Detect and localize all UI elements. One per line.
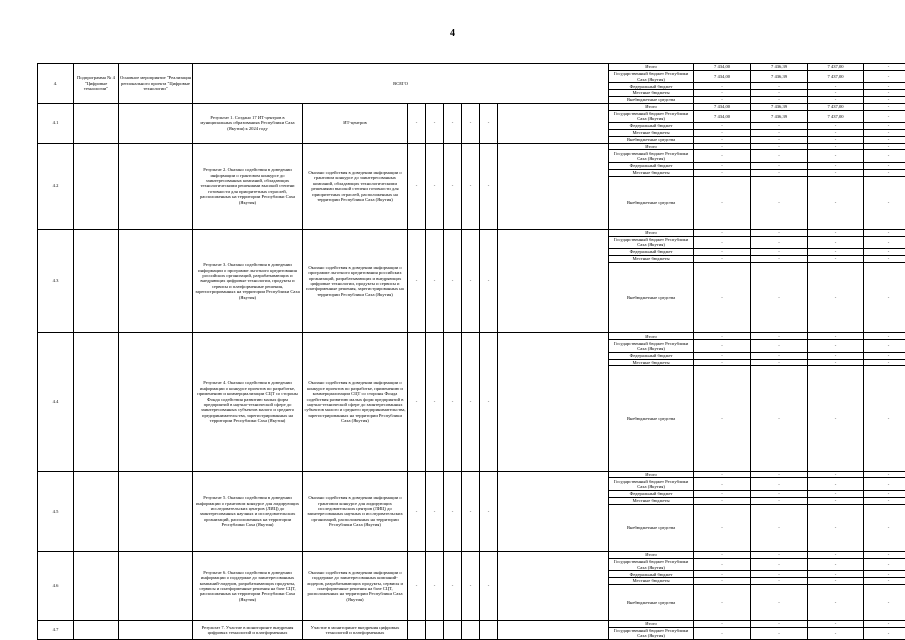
empty-cell — [74, 333, 119, 471]
amount-cell: 7 437,00 — [808, 64, 864, 71]
amount-cell: - — [751, 96, 808, 103]
result-text: Результат 6. Оказано содействия в доведении информации о поддержке до заинтересованных компаний-лидеров, разрабатывающих продукты, сервисы и платформенные решения на базе СЦТ, расположенных на территории Республики Саха (Якутия) — [193, 552, 303, 621]
amount-cell: - — [808, 578, 864, 585]
executor-cell — [498, 471, 609, 551]
amount-cell: 7 434,00 — [694, 103, 751, 110]
funding-source-label: Внебюджетные средства — [609, 262, 694, 333]
amount-cell: - — [694, 497, 751, 504]
amount-cell: - — [694, 571, 751, 578]
indicator-value: - — [480, 103, 498, 143]
amount-cell: - — [751, 478, 808, 491]
amount-cell: - — [808, 571, 864, 578]
amount-cell: - — [808, 359, 864, 366]
amount-cell: - — [864, 136, 905, 143]
funding-source-label: Местные бюджеты — [609, 359, 694, 366]
amount-cell: - — [808, 255, 864, 262]
amount-cell: - — [808, 478, 864, 491]
indicator-value: - — [444, 333, 462, 471]
funding-source-label: Внебюджетные средства — [609, 366, 694, 471]
amount-cell: - — [751, 169, 808, 176]
amount-cell: - — [694, 366, 751, 471]
amount-cell: - — [808, 366, 864, 471]
amount-cell: - — [864, 333, 905, 340]
amount-cell: - — [864, 129, 905, 136]
executor-cell — [498, 143, 609, 229]
funding-source-label: Государственный бюджет Республики Саха (Якутия) — [609, 110, 694, 123]
amount-cell: - — [864, 169, 905, 176]
funding-source-label: Итого — [609, 143, 694, 150]
indicator-value — [426, 620, 444, 639]
amount-cell: - — [864, 150, 905, 163]
funding-source-label: Федеральный бюджет — [609, 571, 694, 578]
empty-cell — [119, 333, 193, 471]
executor-cell — [498, 620, 609, 639]
amount-cell: - — [864, 262, 905, 333]
table-row — [38, 333, 905, 340]
amount-cell: - — [751, 83, 808, 90]
indicator-value — [462, 620, 480, 639]
amount-cell: - — [751, 162, 808, 169]
amount-cell: 7 434,00 — [694, 110, 751, 123]
amount-cell: - — [808, 229, 864, 236]
indicator-text: Оказано содействия в доведении информации о грантовом конкурсе для лидирующих исследовательских центров (ЛИЦ) до заинтересованных научных и исследовательских организаций, расположенных на территории Республики Саха (Якутия) — [303, 471, 408, 551]
indicator-value: - — [462, 229, 480, 333]
indicator-text: ИТ-центров — [303, 103, 408, 143]
amount-cell: - — [808, 471, 864, 478]
amount-cell: - — [864, 103, 905, 110]
amount-cell: - — [808, 620, 864, 627]
indicator-value: - — [462, 552, 480, 621]
empty-cell — [119, 471, 193, 551]
indicator-value: - — [444, 471, 462, 551]
amount-cell: - — [751, 491, 808, 498]
amount-cell: - — [808, 333, 864, 340]
table-row — [38, 143, 905, 150]
amount-cell: - — [864, 110, 905, 123]
empty-cell — [119, 229, 193, 333]
indicator-value: - — [408, 471, 426, 551]
indicator-value: - — [426, 333, 444, 471]
row-number: 4.1 — [38, 103, 74, 143]
amount-cell: - — [694, 491, 751, 498]
row-number: 4.3 — [38, 229, 74, 333]
amount-cell: - — [864, 123, 905, 130]
funding-source-label: Итого — [609, 471, 694, 478]
funding-source-label: Местные бюджеты — [609, 497, 694, 504]
indicator-value: - — [408, 103, 426, 143]
funding-source-label: Итого — [609, 620, 694, 627]
amount-cell: - — [694, 169, 751, 176]
amount-cell: - — [808, 558, 864, 571]
measure-name: Основное мероприятие "Реализация регионального проекта "Цифровые технологии" — [119, 64, 193, 104]
amount-cell: 7 436,39 — [751, 110, 808, 123]
page-number: 4 — [450, 28, 455, 39]
amount-cell: - — [864, 352, 905, 359]
amount-cell: - — [694, 249, 751, 256]
table-row — [38, 229, 905, 236]
amount-cell: 7 437,00 — [808, 110, 864, 123]
indicator-text: Оказано содействия в доведении информации о поддержке до заинтересованных компаний-лидеров, разрабатывающих продукты, сервисы и платформенные решения на базе СЦТ, расположенных на территории Республики Саха (Якутия) — [303, 552, 408, 621]
amount-cell: - — [751, 176, 808, 229]
indicator-value: - — [480, 143, 498, 229]
funding-source-label: Государственный бюджет Республики Саха (Якутия) — [609, 236, 694, 249]
amount-cell: - — [751, 123, 808, 130]
amount-cell: - — [751, 352, 808, 359]
amount-cell: - — [808, 90, 864, 97]
funding-source-label: Внебюджетные средства — [609, 176, 694, 229]
amount-cell: - — [694, 558, 751, 571]
empty-cell — [74, 471, 119, 551]
row-number: 4.2 — [38, 143, 74, 229]
row-number: 4. — [38, 64, 74, 104]
indicator-value: - — [426, 103, 444, 143]
amount-cell: - — [694, 340, 751, 353]
amount-cell: - — [751, 585, 808, 621]
amount-cell: - — [694, 236, 751, 249]
amount-cell: - — [694, 162, 751, 169]
amount-cell: 7 434,00 — [694, 70, 751, 83]
vsego-label: ВСЕГО — [193, 64, 609, 104]
result-text: Результат 7. Участие в мониторинге внедрения цифровых технологий и платформенных — [193, 620, 303, 639]
funding-source-label: Федеральный бюджет — [609, 123, 694, 130]
amount-cell: - — [694, 620, 751, 627]
table-row — [38, 103, 905, 110]
result-text: Результат 3. Оказано содействия в доведении информации о программе льготного кредитования российских организаций, разрабатывающих и внедряющих цифровые технологии, продукты и сервисы и платформенные решения, зарегистрированных на территории Республики Саха (Якутия) — [193, 229, 303, 333]
empty-cell — [119, 143, 193, 229]
amount-cell: - — [751, 471, 808, 478]
row-number: 4.5 — [38, 471, 74, 551]
amount-cell: - — [751, 90, 808, 97]
amount-cell: - — [808, 169, 864, 176]
amount-cell: - — [808, 340, 864, 353]
indicator-value: - — [426, 471, 444, 551]
amount-cell: - — [864, 255, 905, 262]
amount-cell: - — [864, 96, 905, 103]
amount-cell: - — [808, 504, 864, 551]
subprogram-name: Подпрограмма № 4 "Цифровые технологии" — [74, 64, 119, 104]
indicator-value: - — [444, 229, 462, 333]
indicator-value: - — [408, 333, 426, 471]
executor-cell — [498, 552, 609, 621]
amount-cell: 7 436,39 — [751, 103, 808, 110]
amount-cell: - — [751, 333, 808, 340]
amount-cell: - — [751, 558, 808, 571]
indicator-value: - — [480, 229, 498, 333]
amount-cell: - — [694, 262, 751, 333]
amount-cell: - — [694, 83, 751, 90]
indicator-value: - — [444, 103, 462, 143]
executor-cell — [498, 333, 609, 471]
amount-cell: - — [864, 90, 905, 97]
amount-cell: - — [864, 70, 905, 83]
funding-source-label: Внебюджетные средства — [609, 136, 694, 143]
funding-source-label: Внебюджетные средства — [609, 504, 694, 551]
amount-cell: 7 436,39 — [751, 70, 808, 83]
funding-source-label: Федеральный бюджет — [609, 491, 694, 498]
indicator-value: - — [480, 471, 498, 551]
result-text: Результат 1. Создано 17 ИТ-центров в муниципальных образованиях Республики Саха (Якутия) к 2024 году — [193, 103, 303, 143]
indicator-value: - — [426, 143, 444, 229]
row-number: 4.7 — [38, 620, 74, 639]
amount-cell: - — [694, 471, 751, 478]
row-number: 4.4 — [38, 333, 74, 471]
row-number: 4.6 — [38, 552, 74, 621]
amount-cell: - — [751, 136, 808, 143]
amount-cell: - — [864, 64, 905, 71]
indicator-value: - — [426, 552, 444, 621]
amount-cell: 7 434,00 — [694, 64, 751, 71]
funding-source-label: Итого — [609, 333, 694, 340]
amount-cell: - — [694, 176, 751, 229]
amount-cell: - — [808, 176, 864, 229]
indicator-value: - — [426, 229, 444, 333]
amount-cell: - — [694, 129, 751, 136]
amount-cell: - — [864, 627, 905, 640]
amount-cell: - — [864, 366, 905, 471]
empty-cell — [74, 143, 119, 229]
amount-cell: - — [694, 123, 751, 130]
amount-cell: - — [751, 497, 808, 504]
amount-cell: - — [808, 143, 864, 150]
indicator-value: - — [462, 471, 480, 551]
funding-source-label: Государственный бюджет Республики Саха (Якутия) — [609, 478, 694, 491]
amount-cell: - — [751, 571, 808, 578]
amount-cell: - — [864, 578, 905, 585]
amount-cell: - — [808, 162, 864, 169]
table-row — [38, 620, 905, 627]
empty-cell — [74, 620, 119, 639]
funding-source-label: Внебюджетные средства — [609, 585, 694, 621]
amount-cell: - — [694, 136, 751, 143]
table-row — [38, 64, 905, 71]
amount-cell: - — [864, 504, 905, 551]
amount-cell: - — [864, 176, 905, 229]
amount-cell: - — [694, 229, 751, 236]
amount-cell: - — [751, 262, 808, 333]
funding-source-label: Местные бюджеты — [609, 169, 694, 176]
amount-cell: - — [864, 249, 905, 256]
indicator-value: - — [408, 143, 426, 229]
amount-cell: - — [808, 129, 864, 136]
indicator-text: Оказано содействия в доведении информации о грантовом конкурсе до заинтересованных компаний, обладающих технологическими решениями высокой степени готовности для приоритетных отраслей, расположенных на территории Республики Саха (Якутия) — [303, 143, 408, 229]
empty-cell — [74, 229, 119, 333]
indicator-value: - — [462, 103, 480, 143]
amount-cell: - — [808, 83, 864, 90]
amount-cell: - — [751, 627, 808, 640]
amount-cell: - — [864, 229, 905, 236]
funding-source-label: Итого — [609, 229, 694, 236]
amount-cell: - — [751, 578, 808, 585]
funding-source-label: Федеральный бюджет — [609, 352, 694, 359]
amount-cell: - — [694, 627, 751, 640]
amount-cell: - — [694, 150, 751, 163]
amount-cell: - — [694, 96, 751, 103]
empty-cell — [74, 552, 119, 621]
amount-cell: - — [694, 578, 751, 585]
amount-cell: - — [751, 366, 808, 471]
amount-cell: - — [864, 620, 905, 627]
amount-cell: - — [808, 236, 864, 249]
indicator-text: Оказано содействия в доведении информации о программе льготного кредитования российских организаций, разрабатывающих и внедряющих цифровые технологии, продукты и сервисы и платформенные решения, зарегистрированных на территории Республики Саха (Якутия) — [303, 229, 408, 333]
executor-cell — [498, 103, 609, 143]
result-text: Результат 2. Оказано содействия в доведении информации о грантовом конкурсе до заинтересованных компаний, обладающих технологическими решениями высокой степени готовности для приоритетных отраслей, расположенных на территории Республики Саха (Якутия) — [193, 143, 303, 229]
indicator-text: Оказано содействия в доведении информации о конкурсе проектов по разработке, применению и коммерциализации СЦТ со стороны Фонда содействия развитию малых форм предприятий в научно-технической сфере до заинтересованных субъектов малого и среднего предпринимательства, зарегистрированных на территории Республики Саха (Якутия) — [303, 333, 408, 471]
indicator-value — [480, 620, 498, 639]
amount-cell: - — [864, 143, 905, 150]
amount-cell: - — [808, 262, 864, 333]
amount-cell: - — [864, 83, 905, 90]
indicator-text: Участие в мониторинге внедрения цифровых технологий и платформенных — [303, 620, 408, 639]
amount-cell: - — [694, 478, 751, 491]
indicator-value: - — [480, 552, 498, 621]
empty-cell — [74, 103, 119, 143]
amount-cell: - — [751, 552, 808, 559]
amount-cell: - — [751, 143, 808, 150]
funding-source-label: Внебюджетные средства — [609, 96, 694, 103]
amount-cell: - — [864, 471, 905, 478]
funding-source-label: Федеральный бюджет — [609, 162, 694, 169]
indicator-value: - — [462, 333, 480, 471]
funding-source-label: Местные бюджеты — [609, 90, 694, 97]
result-text: Результат 5. Оказано содействия в доведении информации о грантовом конкурсе для лидирующих исследовательских центров (ЛИЦ) до заинтересованных научных и исследовательских организаций, расположенных на территории Республики Саха (Якутия) — [193, 471, 303, 551]
result-text: Результат 4. Оказано содействия в доведении информации о конкурсе проектов по разработке, применению и коммерциализации СЦТ со стороны Фонда содействия развитию малых форм предприятий в научно-технической сфере до заинтересованных субъектов малого и среднего предпринимательства, зарегистрированных на территории Республики Саха (Якутия) — [193, 333, 303, 471]
amount-cell: - — [751, 620, 808, 627]
amount-cell: - — [808, 552, 864, 559]
amount-cell: - — [864, 585, 905, 621]
empty-cell — [119, 620, 193, 639]
amount-cell: 7 437,00 — [808, 70, 864, 83]
amount-cell: - — [864, 571, 905, 578]
indicator-value: - — [408, 552, 426, 621]
amount-cell: - — [808, 352, 864, 359]
empty-cell — [119, 103, 193, 143]
amount-cell: - — [751, 340, 808, 353]
funding-source-label: Государственный бюджет Республики Саха (Якутия) — [609, 150, 694, 163]
amount-cell: - — [864, 236, 905, 249]
amount-cell: - — [808, 136, 864, 143]
amount-cell: - — [808, 96, 864, 103]
funding-source-label: Государственный бюджет Республики Саха (Якутия) — [609, 70, 694, 83]
table-row — [38, 552, 905, 559]
amount-cell: - — [864, 340, 905, 353]
funding-source-label: Итого — [609, 552, 694, 559]
amount-cell: - — [808, 497, 864, 504]
funding-source-label: Итого — [609, 103, 694, 110]
funding-source-label: Итого — [609, 64, 694, 71]
funding-source-label: Местные бюджеты — [609, 578, 694, 585]
amount-cell: - — [694, 504, 751, 551]
amount-cell: - — [751, 236, 808, 249]
indicator-value — [444, 620, 462, 639]
amount-cell: - — [808, 491, 864, 498]
amount-cell: - — [694, 333, 751, 340]
funding-source-label: Федеральный бюджет — [609, 249, 694, 256]
indicator-value: - — [462, 143, 480, 229]
amount-cell: - — [751, 359, 808, 366]
amount-cell: - — [864, 491, 905, 498]
amount-cell: - — [864, 359, 905, 366]
amount-cell: - — [864, 558, 905, 571]
amount-cell: - — [751, 504, 808, 551]
amount-cell: 7 437,00 — [808, 103, 864, 110]
amount-cell: - — [864, 552, 905, 559]
amount-cell: - — [808, 249, 864, 256]
amount-cell: - — [751, 255, 808, 262]
amount-cell: - — [694, 90, 751, 97]
amount-cell: - — [694, 552, 751, 559]
amount-cell: - — [808, 627, 864, 640]
amount-cell: - — [864, 162, 905, 169]
indicator-value: - — [444, 143, 462, 229]
amount-cell: - — [864, 478, 905, 491]
amount-cell: - — [751, 229, 808, 236]
amount-cell: - — [694, 143, 751, 150]
amount-cell: - — [694, 255, 751, 262]
indicator-value: - — [408, 229, 426, 333]
amount-cell: 7 436,39 — [751, 64, 808, 71]
executor-cell — [498, 229, 609, 333]
amount-cell: - — [751, 129, 808, 136]
empty-cell — [119, 552, 193, 621]
funding-source-label: Государственный бюджет Республики Саха (Якутия) — [609, 558, 694, 571]
amount-cell: - — [808, 585, 864, 621]
program-table — [37, 63, 905, 640]
indicator-value: - — [444, 552, 462, 621]
funding-source-label: Местные бюджеты — [609, 255, 694, 262]
indicator-value — [408, 620, 426, 639]
amount-cell: - — [864, 497, 905, 504]
amount-cell: - — [694, 352, 751, 359]
amount-cell: - — [751, 150, 808, 163]
amount-cell: - — [808, 123, 864, 130]
funding-source-label: Государственный бюджет Республики Саха (Якутия) — [609, 340, 694, 353]
table-row — [38, 471, 905, 478]
funding-source-label: Федеральный бюджет — [609, 83, 694, 90]
indicator-value: - — [480, 333, 498, 471]
amount-cell: - — [694, 359, 751, 366]
amount-cell: - — [694, 585, 751, 621]
amount-cell: - — [751, 249, 808, 256]
funding-source-label: Местные бюджеты — [609, 129, 694, 136]
funding-source-label: Государственный бюджет Республики Саха (Якутия) — [609, 627, 694, 640]
amount-cell: - — [808, 150, 864, 163]
